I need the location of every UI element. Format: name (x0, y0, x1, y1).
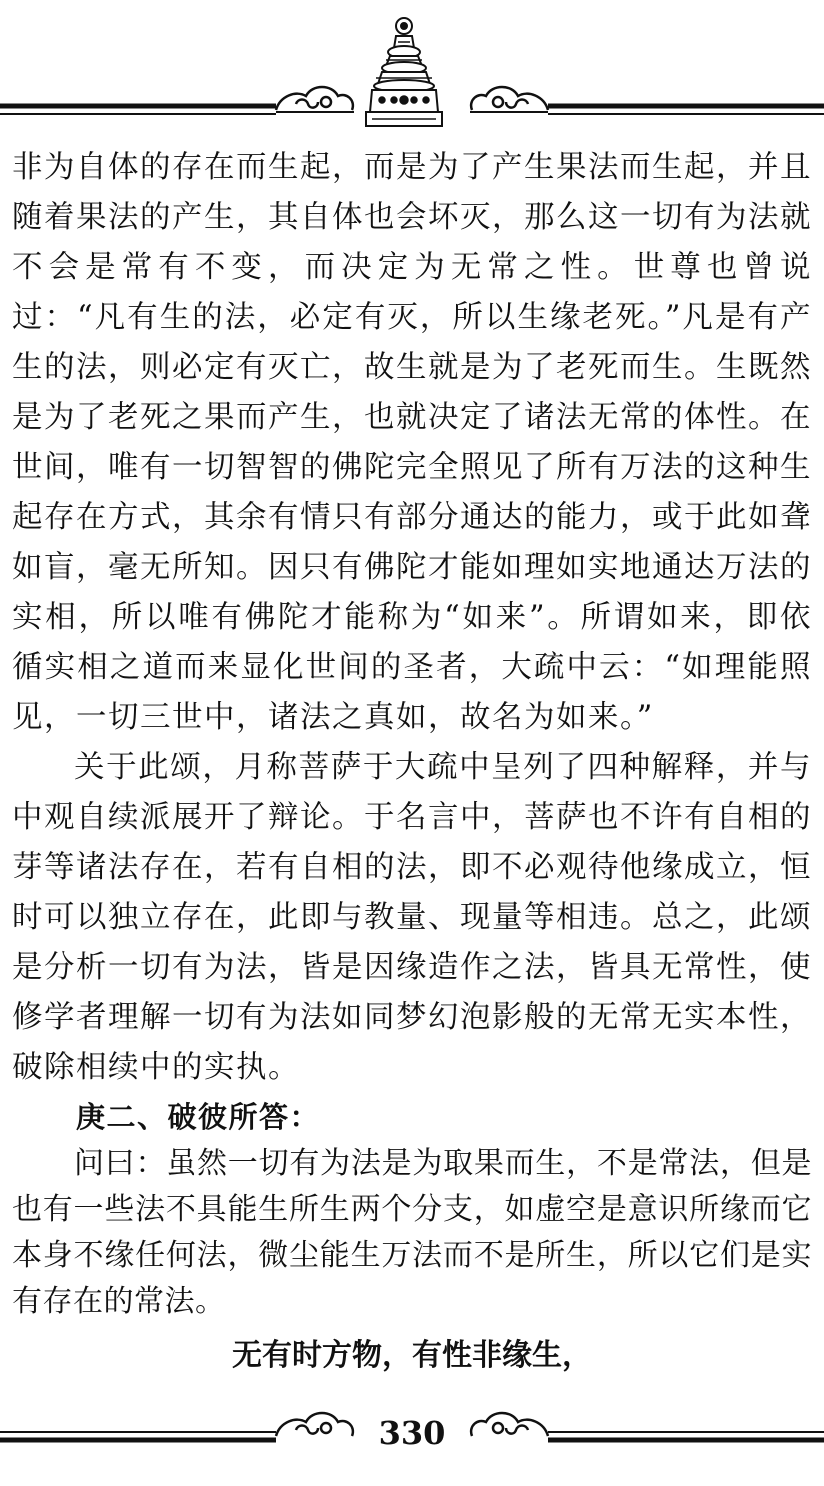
footer-border-right (548, 1432, 824, 1440)
verse-line: 无有时方物，有性非缘生， (232, 1338, 592, 1373)
paragraph: 非为自体的存在而生起，而是为了产生果法而生起，并且随着果法的产生，其自体也会坏灭，那么这一切有为法就不会是常有不变，而决定为无常之性。世尊也曾说过：“凡有生的法，必定有灭，所以生缘老死。”凡是有产生的法，则必定有灭亡，故生就是为了老死而生。生既然是为了老死之果而产生，也就决定了诸法无常的体性。在世间，唯有一切智智的佛陀完全照见了所有万法的这种生起存在方式，其余有情只有部分通达的能力，或于此如聋如盲，毫无所知。因只有佛陀才能如理如实地通达万法的实相，所以唯有佛陀才能称为“如来”。所谓如来，即依循实相之道而来显化世间的圣者，大疏中云：“如理能照见，一切三世中，诸法之真如，故名为如来。” (12, 150, 812, 735)
body-text (12, 143, 812, 1325)
stupa-icon (366, 18, 442, 126)
cloud-left-icon (276, 87, 354, 112)
section-heading: 庚二、破彼所答： (76, 1100, 321, 1134)
footer-border-left (0, 1432, 276, 1440)
paragraph: 关于此颂，月称菩萨于大疏中呈列了四种解释，并与中观自续派展开了辩论。于名言中，菩萨也不许有自相的芽等诸法存在，若有自相的法，即不必观待他缘成立，恒时可以独立存在，此即与教量、现量等相违。总之，此颂是分析一切有为法，皆是因缘造作之法，皆具无常性，使修学者理解一切有为法如同梦幻泡影般的无常无实本性，破除相续中的实执。 (12, 750, 812, 1085)
page-header (0, 0, 824, 140)
header-border-left (0, 106, 276, 114)
question-paragraph: 问曰：虽然一切有为法是为取果而生，不是常法，但是也有一些法不具能生所生两个分支，如虚空是意识所缘而它本身不缘任何法，微尘能生万法而不是所生，所以它们是实有存在的常法。 (12, 1146, 812, 1319)
header-border-right (548, 106, 824, 114)
page-number: 330 (378, 1414, 446, 1452)
cloud-right-icon (470, 87, 548, 112)
header-ornament (0, 0, 824, 140)
